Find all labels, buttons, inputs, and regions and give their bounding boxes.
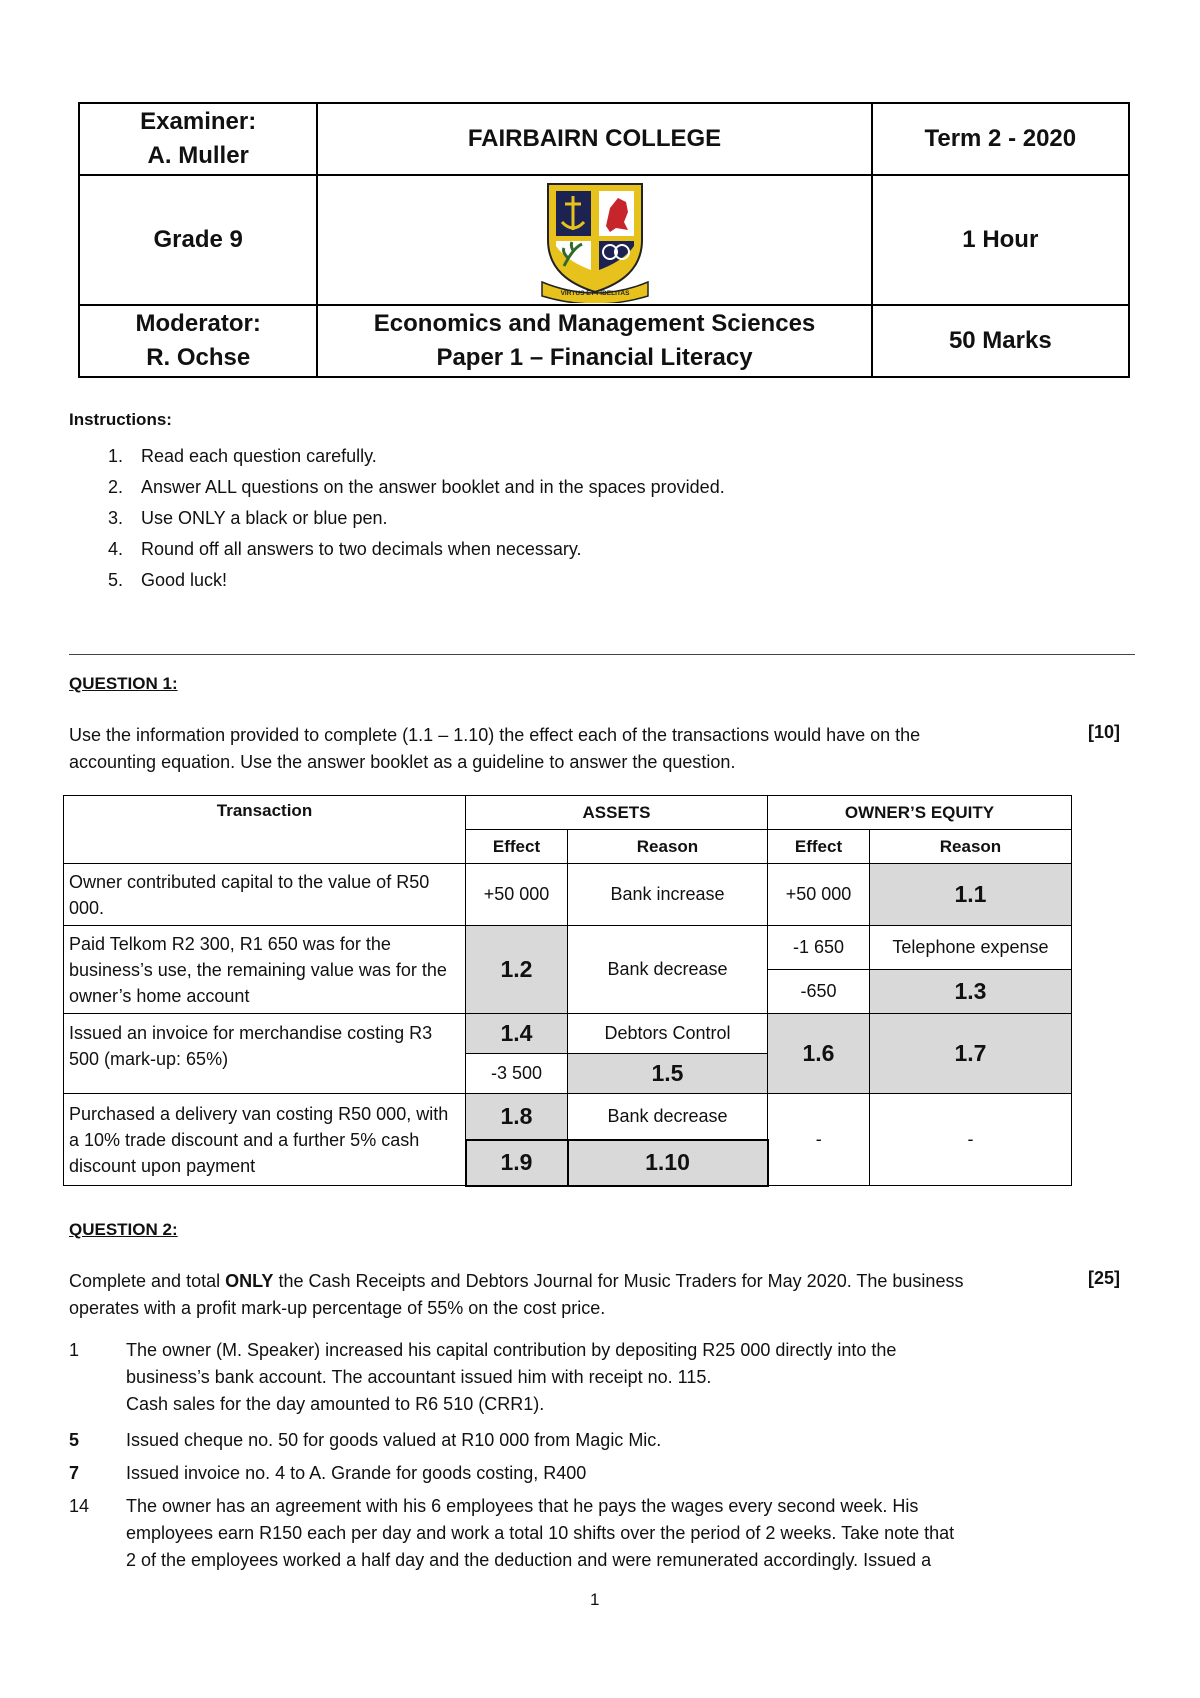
assets-reason-3: Debtors Control (568, 1014, 768, 1054)
answer-1-6: 1.6 (768, 1014, 870, 1094)
table-row (64, 926, 1072, 970)
transaction-4: Purchased a delivery van costing R50 000, with a 10% trade discount and a further 5% cash discount upon payment (64, 1094, 466, 1186)
answer-1-3: 1.3 (870, 970, 1072, 1014)
school-crest-logo (540, 178, 650, 303)
header-assets-effect: Effect (466, 830, 568, 864)
instruction-item: 4. Round off all answers to two decimals when necessary. (108, 539, 582, 559)
header-assets: ASSETS (466, 796, 768, 830)
answer-1-5: 1.5 (568, 1054, 768, 1094)
instruction-item: 1. Read each question carefully. (108, 446, 377, 466)
table-row (64, 1014, 1072, 1054)
moderator-name: R. Ochse (146, 344, 251, 371)
instruction-item: 2. Answer ALL questions on the answer booklet and in the spaces provided. (108, 477, 725, 497)
question-2-intro-line2: operates with a profit mark-up percentage of 55% on the cost price. (69, 1298, 606, 1318)
answer-1-4: 1.4 (466, 1014, 568, 1054)
subject-cell (317, 305, 871, 377)
moderator-cell (79, 305, 317, 377)
examiner-cell (79, 103, 317, 175)
grade: Grade 9 (79, 175, 317, 305)
header-equity-reason: Reason (870, 830, 1072, 864)
term: Term 2 - 2020 (872, 103, 1129, 175)
answer-1-9: 1.9 (466, 1140, 568, 1186)
table-row (64, 864, 1072, 926)
header-equity-effect: Effect (768, 830, 870, 864)
equity-effect-4: - (768, 1094, 870, 1186)
answer-1-2: 1.2 (466, 926, 568, 1014)
equity-effect-2a: -1 650 (768, 926, 870, 970)
answer-1-10: 1.10 (568, 1140, 768, 1186)
accounting-equation-table (63, 795, 1072, 1187)
assets-reason-4: Bank decrease (568, 1094, 768, 1140)
instruction-item: 3. Use ONLY a black or blue pen. (108, 508, 388, 528)
header-table (78, 102, 1130, 378)
section-divider (69, 654, 1135, 655)
equity-effect-1: +50 000 (768, 864, 870, 926)
school-name: FAIRBAIRN COLLEGE (317, 103, 871, 175)
crest-cell (317, 175, 871, 305)
equity-reason-4: - (870, 1094, 1072, 1186)
duration: 1 Hour (872, 175, 1129, 305)
answer-1-1: 1.1 (870, 864, 1072, 926)
answer-1-8: 1.8 (466, 1094, 568, 1140)
question-1-title: QUESTION 1: (69, 674, 178, 693)
header-owners-equity: OWNER’S EQUITY (768, 796, 1072, 830)
transaction-3: Issued an invoice for merchandise costing R3 500 (mark-up: 65%) (64, 1014, 466, 1094)
header-transaction: Transaction (64, 796, 466, 864)
assets-reason-2: Bank decrease (568, 926, 768, 1014)
question-2-title: QUESTION 2: (69, 1220, 178, 1239)
examiner-name: A. Muller (147, 142, 249, 169)
question-2-intro-line1: Complete and total ONLY the Cash Receipts and Debtors Journal for Music Traders for May 2020. The business (69, 1271, 964, 1291)
question-2-marks: [25] (1088, 1268, 1121, 1288)
equity-reason-2a: Telephone expense (870, 926, 1072, 970)
table-row (64, 1094, 1072, 1140)
equity-effect-2b: -650 (768, 970, 870, 1014)
instructions-list (69, 441, 725, 596)
instructions-title: Instructions: (69, 410, 172, 429)
header-assets-reason: Reason (568, 830, 768, 864)
instruction-item: 5. Good luck! (108, 570, 228, 590)
assets-effect-3b: -3 500 (466, 1054, 568, 1094)
assets-effect-1: +50 000 (466, 864, 568, 926)
paper-title: Paper 1 – Financial Literacy (436, 344, 753, 371)
answer-1-7: 1.7 (870, 1014, 1072, 1094)
question-1-marks: [10] (1088, 722, 1121, 742)
transaction-2: Paid Telkom R2 300, R1 650 was for the business’s use, the remaining value was for the owner’s home account (64, 926, 466, 1014)
page-number: 1 (590, 1590, 600, 1609)
total-marks: 50 Marks (872, 305, 1129, 377)
svg-text:VIRTUS ET FIDELITAS: VIRTUS ET FIDELITAS (560, 289, 629, 297)
transaction-1: Owner contributed capital to the value of R50 000. (64, 864, 466, 926)
examiner-label: Examiner: (140, 108, 257, 135)
question-1-intro-line1: Use the information provided to complete (1.1 – 1.10) the effect each of the transactions would have on the (69, 725, 921, 745)
subject: Economics and Management Sciences (373, 310, 816, 337)
moderator-label: Moderator: (135, 310, 261, 337)
assets-reason-1: Bank increase (568, 864, 768, 926)
question-1-intro-line2: accounting equation. Use the answer booklet as a guideline to answer the question. (69, 752, 736, 772)
